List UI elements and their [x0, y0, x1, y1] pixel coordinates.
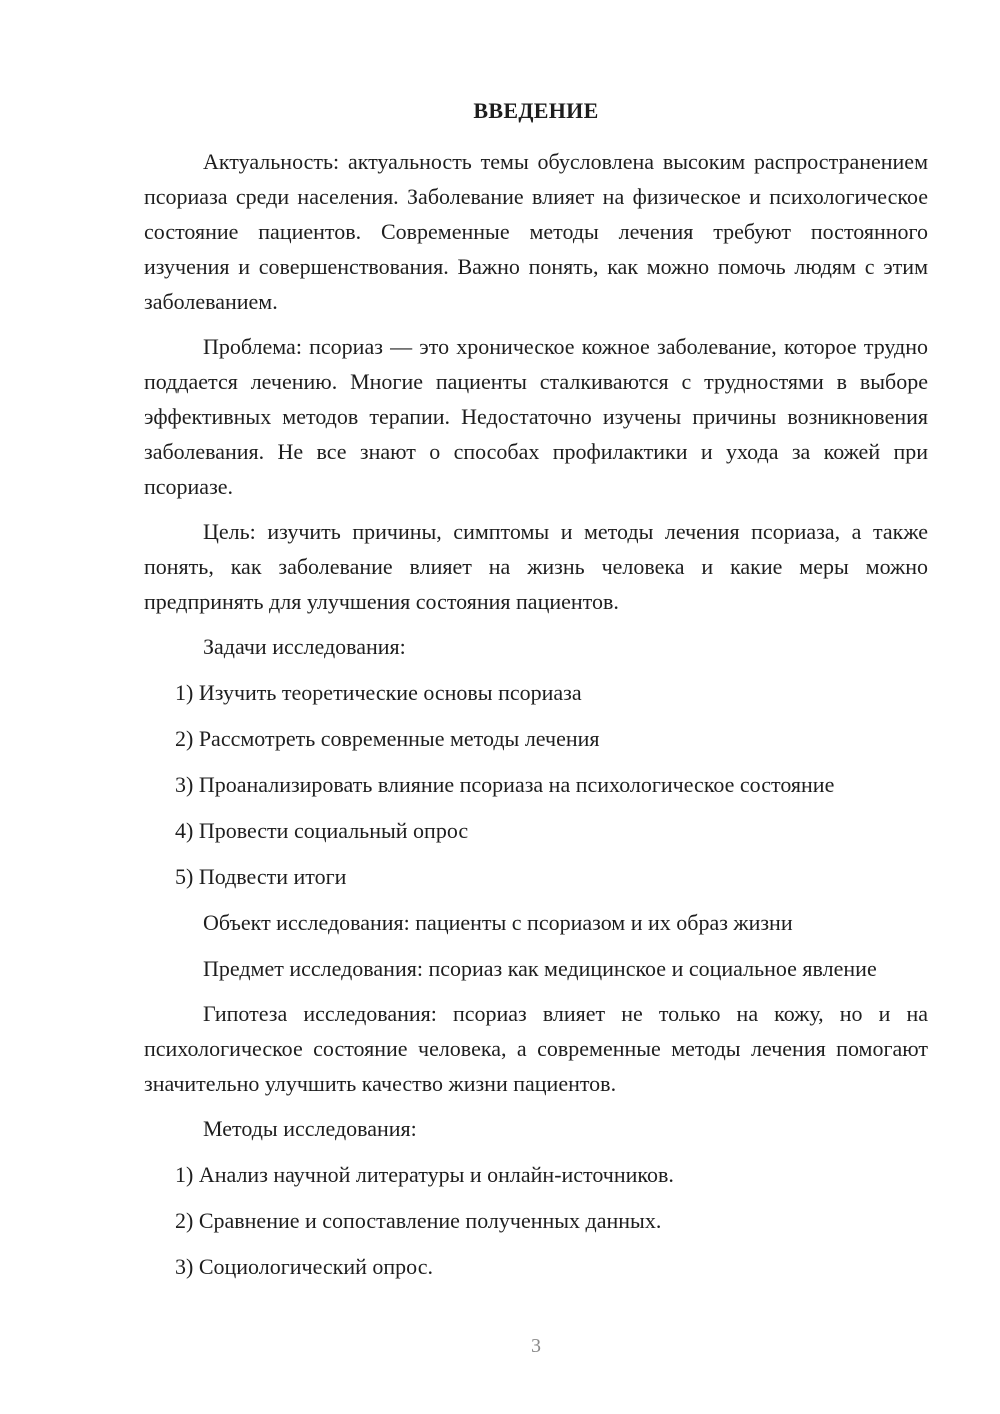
list-item: 2) Сравнение и сопоставление полученных данных. — [175, 1208, 662, 1233]
list-item: 3) Проанализировать влияние псориаза на психологическое состояние — [175, 772, 835, 797]
methods-list — [144, 1157, 928, 1284]
page-number: 3 — [531, 1335, 541, 1357]
list-item: 3) Социологический опрос. — [175, 1254, 433, 1279]
problem-paragraph: Проблема: псориаз — это хроническое кожное заболевание, которое трудно поддается лечению. Многие пациенты сталкиваются с трудностями в выборе эффективных методов терапии. Недостаточно изучены причины возникновения заболевания. Не все знают о способах профилактики и ухода за кожей при псориазе. — [144, 334, 928, 499]
tasks-list — [144, 675, 928, 894]
list-item: 2) Рассмотреть современные методы лечения — [175, 726, 600, 751]
list-item: 1) Изучить теоретические основы псориаза — [175, 680, 582, 705]
page-title: ВВЕДЕНИЕ — [473, 98, 599, 123]
list-item: 4) Провести социальный опрос — [175, 818, 469, 843]
relevance-paragraph: Актуальность: актуальность темы обусловлена высоким распространением псориаза среди населения. Заболевание влияет на физическое и психологическое состояние пациентов. Современные методы лечения требуют постоянного изучения и совершенствования. Важно понять, как можно помочь людям с этим заболеванием. — [144, 149, 928, 314]
methods-heading: Методы исследования: — [203, 1116, 417, 1141]
tasks-heading: Задачи исследования: — [203, 634, 406, 659]
page-content — [144, 96, 928, 1295]
list-item: 5) Подвести итоги — [175, 864, 347, 889]
goal-paragraph: Цель: изучить причины, симптомы и методы лечения псориаза, а также понять, как заболевание влияет на жизнь человека и какие меры можно предпринять для улучшения состояния пациентов. — [144, 519, 928, 614]
hypothesis-paragraph: Гипотеза исследования: псориаз влияет не только на кожу, но и на психологическое состояние человека, а современные методы лечения помогают значительно улучшить качество жизни пациентов. — [144, 1001, 928, 1096]
subject-paragraph: Предмет исследования: псориаз как медицинское и социальное явление — [203, 956, 877, 981]
list-item: 1) Анализ научной литературы и онлайн-источников. — [175, 1162, 674, 1187]
object-paragraph: Объект исследования: пациенты с псориазом и их образ жизни — [203, 910, 793, 935]
